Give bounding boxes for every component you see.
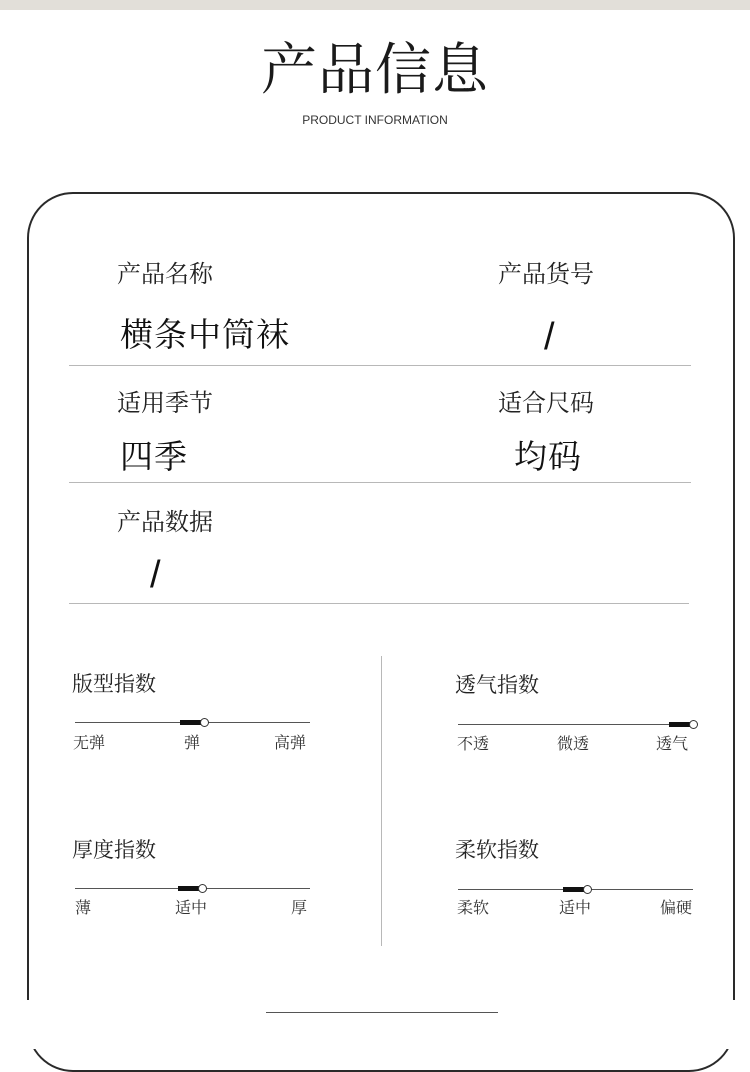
breath-index-track xyxy=(458,724,693,725)
bottom-divider xyxy=(266,1012,498,1013)
thickness-index-title: 厚度指数 xyxy=(72,838,156,862)
page-subtitle: PRODUCT INFORMATION xyxy=(302,113,448,127)
page-title: 产品信息 xyxy=(261,38,489,103)
bottom-cover xyxy=(0,1000,750,1049)
season-value: 四季 xyxy=(120,437,188,476)
top-banner-strip xyxy=(0,0,750,10)
product-data-label: 产品数据 xyxy=(117,508,213,536)
breath-index-tick-mid: 微透 xyxy=(557,734,590,753)
row-divider xyxy=(69,603,689,604)
breath-index-title: 透气指数 xyxy=(455,673,539,697)
softness-index-tick-high: 偏硬 xyxy=(660,898,693,917)
product-name-label: 产品名称 xyxy=(117,260,213,288)
season-label: 适用季节 xyxy=(117,389,213,417)
product-data-value: / xyxy=(150,554,162,596)
thickness-index-tick-mid: 适中 xyxy=(175,898,208,917)
thickness-index-tick-low: 薄 xyxy=(75,898,92,917)
product-code-value: / xyxy=(544,316,556,358)
size-value: 均码 xyxy=(514,437,582,476)
fit-index-title: 版型指数 xyxy=(72,672,156,696)
product-name-value: 横条中筒袜 xyxy=(120,315,290,354)
thickness-index-knob xyxy=(198,884,207,893)
size-label: 适合尺码 xyxy=(498,389,594,417)
product-code-label: 产品货号 xyxy=(498,260,594,288)
softness-index-tick-low: 柔软 xyxy=(457,898,490,917)
row-divider xyxy=(69,365,691,366)
row-divider xyxy=(69,482,691,483)
softness-index-tick-mid: 适中 xyxy=(559,898,592,917)
breath-index-tick-high: 透气 xyxy=(656,734,689,753)
fit-index-tick-high: 高弹 xyxy=(274,733,307,752)
breath-index-tick-low: 不透 xyxy=(457,734,490,753)
fit-index-tick-low: 无弹 xyxy=(73,733,106,752)
column-divider xyxy=(381,656,382,946)
thickness-index-tick-high: 厚 xyxy=(291,898,308,917)
fit-index-tick-mid: 弹 xyxy=(184,733,201,752)
softness-index-title: 柔软指数 xyxy=(455,838,539,862)
breath-index-knob xyxy=(689,720,698,729)
